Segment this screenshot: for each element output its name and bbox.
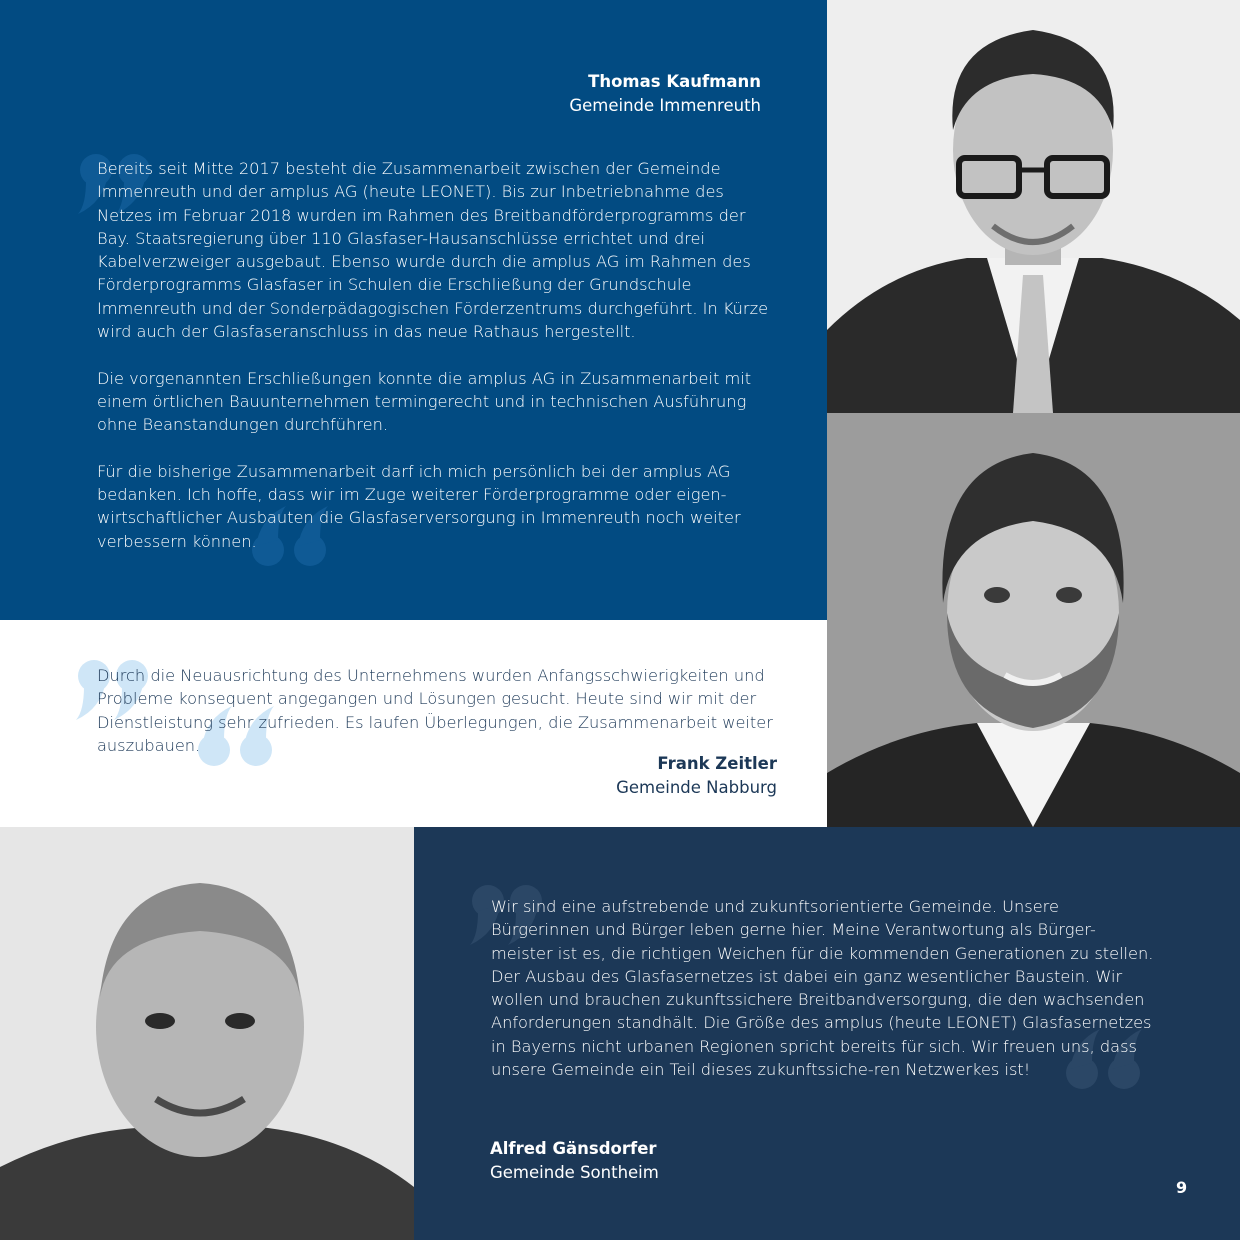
person-organization: Gemeinde Nabburg xyxy=(616,778,777,797)
page-number: 9 xyxy=(1176,1178,1188,1197)
portrait-photo-kaufmann xyxy=(827,0,1240,413)
person-organization: Gemeinde Sontheim xyxy=(490,1163,659,1182)
attribution-kaufmann xyxy=(569,70,761,118)
quote-paragraph: Die vorgenannten Erschließungen konnte die amplus AG in Zusammenarbeit mit einem örtlichen Bauunternehmen termingerecht und in technischen Ausführung ohne Beanstandungen durchführen. xyxy=(97,368,752,435)
quote-paragraph: Bereits seit Mitte 2017 besteht die Zusammenarbeit zwischen der Gemeinde Immenreuth und der amplus AG (heute LEONET). Bis zur Inbetriebnahme des Netzes im Februar 2018 wurden im Rahmen des Breitbandförderprogramms der Bay. Staatsregierung über 110 Glasfaser-Hausanschlüsse errichtet und drei Kabelverzweiger ausgebaut. Ebenso wurde durch die amplus AG im Rahmen des Förderprogramms Glasfaser in Schulen die Erschließung der Grundschule Immenreuth und der Sonderpädagogischen Förderzentrums durchgeführt. In Kürze wird auch der Glasfaseranschluss in das neue Rathaus hergestellt. xyxy=(97,159,769,342)
testimonial-gaensdorfer-panel xyxy=(414,827,1240,1240)
testimonial-zeitler-panel xyxy=(0,620,827,827)
quote-text-gaensdorfer xyxy=(491,895,1157,1081)
portrait-photo-gaensdorfer xyxy=(0,827,414,1240)
portrait-photo-zeitler xyxy=(827,413,1240,827)
quote-text-zeitler xyxy=(97,664,797,757)
person-organization: Gemeinde Immenreuth xyxy=(569,96,761,115)
person-name: Frank Zeitler xyxy=(657,754,777,773)
testimonial-kaufmann-panel xyxy=(0,0,827,620)
attribution-gaensdorfer xyxy=(490,1137,659,1185)
person-name: Thomas Kaufmann xyxy=(588,72,761,91)
quote-paragraph: Durch die Neuausrichtung des Unternehmens wurden Anfangsschwierigkeiten und Probleme konsequent angegangen und Lösungen gesucht. Heute sind wir mit der Dienstleistung sehr zufrieden. Es laufen Überlegungen, die Zusammenarbeit weiter auszubauen. xyxy=(97,666,773,755)
quote-paragraph: Wir sind eine aufstrebende und zukunftsorientierte Gemeinde. Unsere Bürgerinnen und Bürger leben gerne hier. Meine Verantwortung als Bürger-meister ist es, die richtigen Weichen für die kommenden Generationen zu stellen. Der Ausbau des Glasfasernetzes ist dabei ein ganz wesentlicher Baustein. Wir wollen und brauchen zukunftssichere Breitbandversorgung, die den wachsenden Anforderungen standhält. Die Größe des amplus (heute LEONET) Glasfasernetzes in Bayerns nicht urbanen Regionen spricht bereits für sich. Wir freuen uns, dass unsere Gemeinde ein Teil dieses zukunftssiche-ren Netzwerkes ist! xyxy=(491,897,1154,1080)
quote-text-kaufmann xyxy=(97,157,777,553)
person-name: Alfred Gänsdorfer xyxy=(490,1139,657,1158)
attribution-zeitler xyxy=(616,752,777,800)
quote-paragraph: Für die bisherige Zusammenarbeit darf ich mich persönlich bei der amplus AG bedanken. Ich hoffe, dass wir im Zuge weiterer Förderprogramme oder eigen-wirtschaftlicher Ausbauten die Glasfaserversorgung in Immenreuth noch weiter verbessern können. xyxy=(97,461,741,551)
